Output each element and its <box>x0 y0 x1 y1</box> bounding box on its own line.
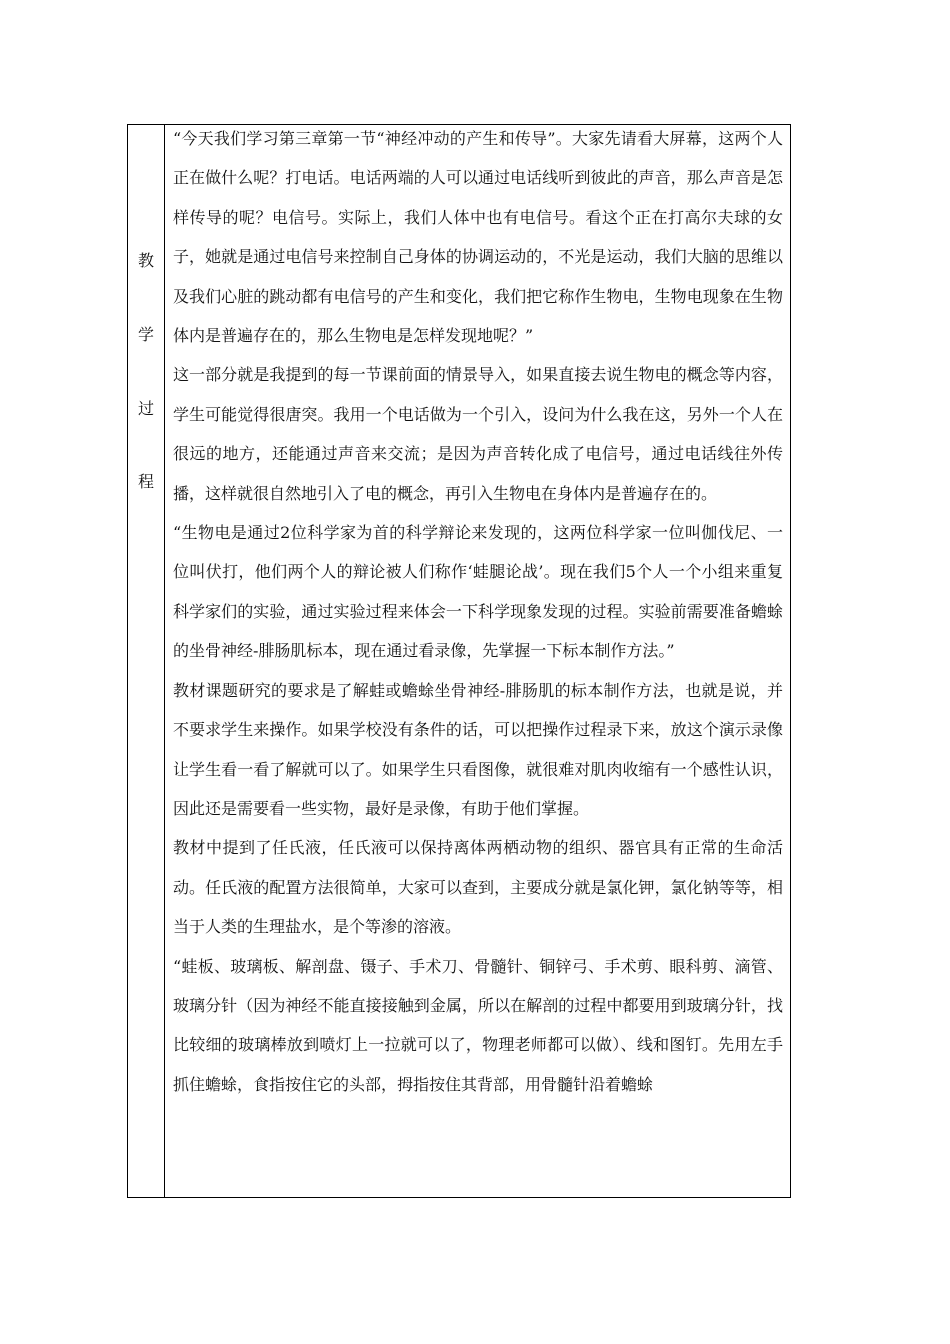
paragraph-intro-commentary: 这一部分就是我提到的每一节课前面的情景导入，如果直接去说生物电的概念等内容，学生可能觉得很唐突。我用一个电话做为一个引入，设问为什么我在这，另外一个人在很远的地方，还能通过声音来交流；是因为声音转化成了电信号，通过电话线往外传播，这样就很自然地引入了电的概念，再引入生物电在身体内是普遍存在的。 <box>173 365 783 503</box>
paragraph-textbook-requirement: 教材课题研究的要求是了解蛙或蟾蜍坐骨神经-腓肠肌的标本制作方法，也就是说，并不要求学生来操作。如果学校没有条件的话，可以把操作过程录下来，放这个演示录像让学生看一看了解就可以了。如果学生只看图像，就很难对肌肉收缩有一个感性认识，因此还是需要看一些实物，最好是录像，有助于他们掌握。 <box>173 680 783 818</box>
section-label-char: 学 <box>137 325 154 344</box>
section-label-char: 程 <box>137 472 154 491</box>
paragraph-intro-quote: “今天我们学习第三章第一节“神经冲动的产生和传导”。大家先请看大屏幕，这两个人正在做什么呢？打电话。电话两端的人可以通过电话线听到彼此的声音，那么声音是怎样传导的呢？电信号。实际上，我们人体中也有电信号。看这个正在打高尔夫球的女子，她就是通过电信号来控制自己身体的协调运动的，不光是运动，我们大脑的思维以及我们心脏的跳动都有电信号的产生和变化，我们把它称作生物电，生物电现象在生物体内是普遍存在的，那么生物电是怎样发现地呢？” <box>173 129 783 346</box>
paragraph-bioelectric-quote: “生物电是通过2位科学家为首的科学辩论来发现的，这两位科学家一位叫伽伐尼、一位叫伏打，他们两个人的辩论被人们称作‘蛙腿论战’。现在我们5个人一个小组来重复科学家们的实验，通过实验过程来体会一下科学现象发现的过程。实验前需要准备蟾蜍的坐骨神经-腓肠肌标本，现在通过看录像，先掌握一下标本制作方法。” <box>173 523 783 661</box>
section-label-cell <box>128 125 165 1197</box>
section-label-char: 过 <box>137 399 154 418</box>
paragraph-equipment-quote: “蛙板、玻璃板、解剖盘、镊子、手术刀、骨髓针、铜锌弓、手术剪、眼科剪、滴管、玻璃分针（因为神经不能直接接触到金属，所以在解剖的过程中都要用到玻璃分针，找比较细的玻璃棒放到喷灯上一拉就可以了，物理老师都可以做）、线和图钉。先用左手抓住蟾蜍，食指按住它的头部，拇指按住其背部，用骨髓针沿着蟾蜍 <box>173 956 783 1094</box>
paragraph-ringer-solution: 教材中提到了任氏液，任氏液可以保持离体两栖动物的组织、器官具有正常的生命活动。任氏液的配置方法很简单，大家可以查到，主要成分就是氯化钾，氯化钠等等，相当于人类的生理盐水，是个等渗的溶液。 <box>173 838 783 937</box>
content-cell <box>165 125 790 1197</box>
section-label-char: 教 <box>137 251 154 270</box>
lesson-table <box>127 124 791 1198</box>
